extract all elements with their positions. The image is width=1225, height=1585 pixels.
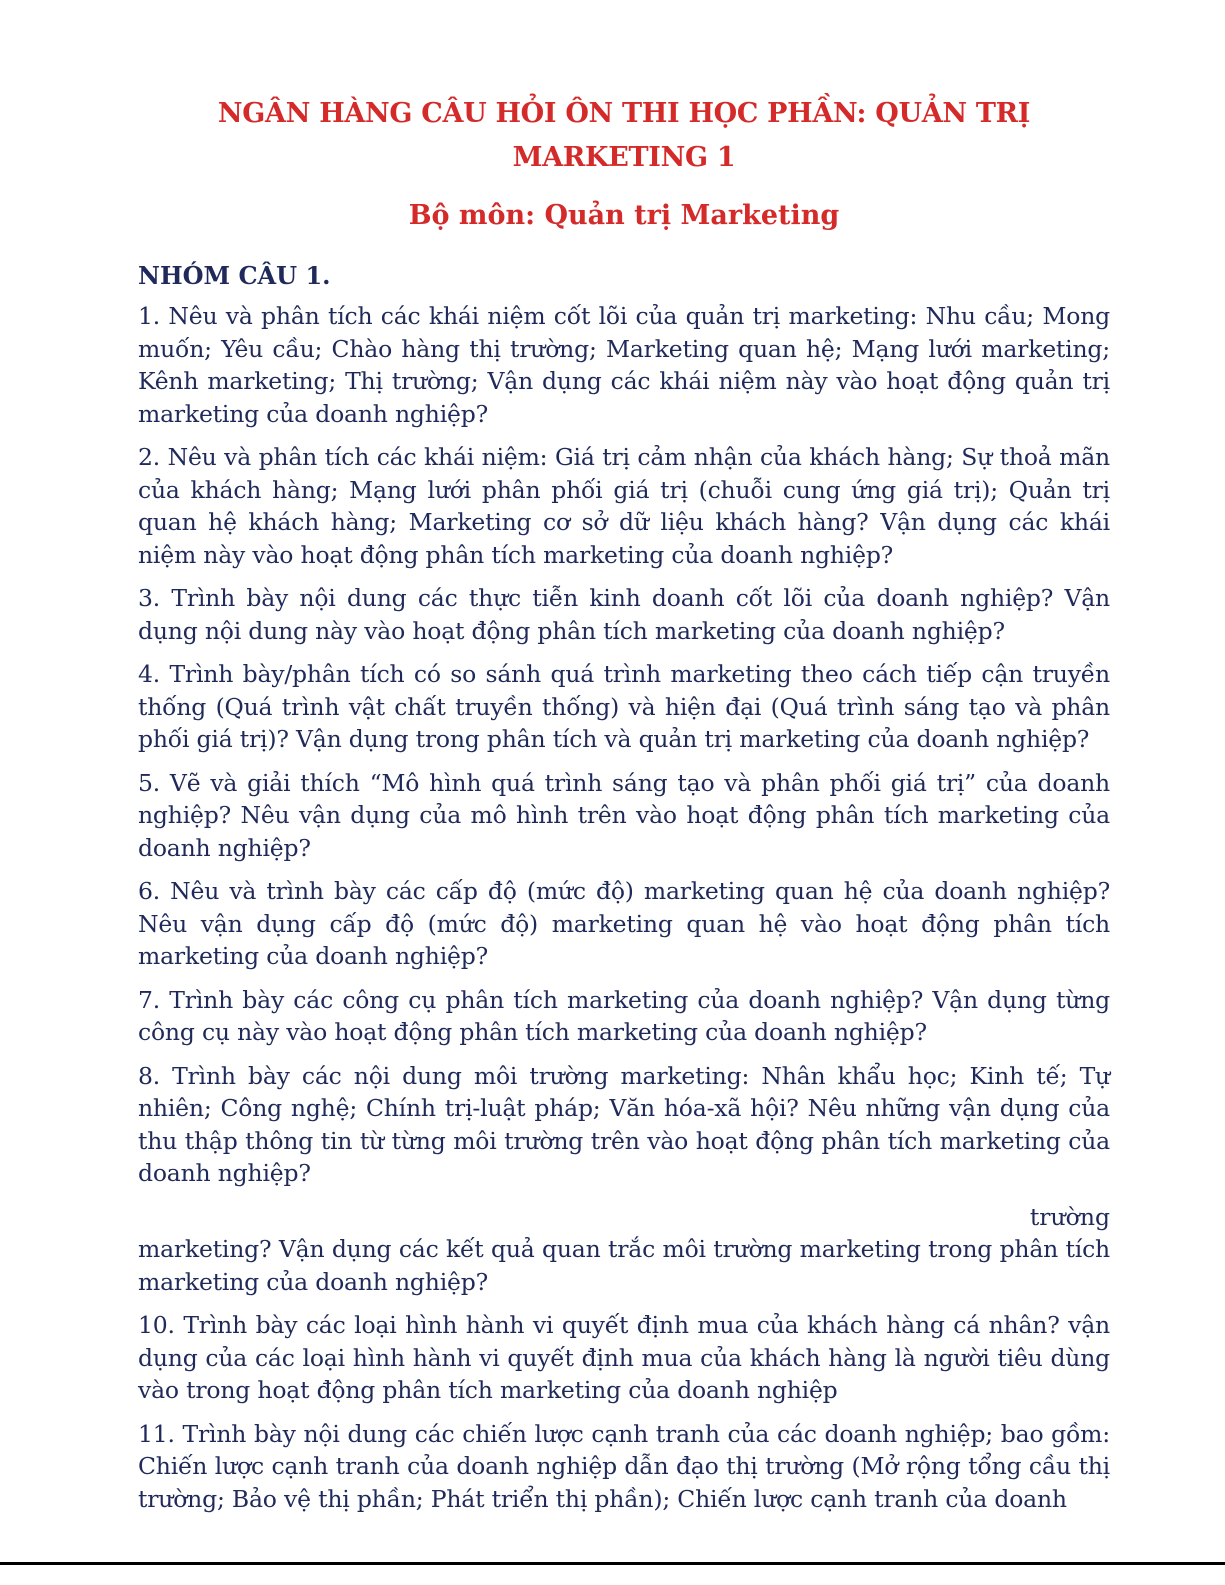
document-page	[138, 92, 1110, 1526]
document-subtitle: Bộ môn: Quản trị Marketing	[408, 200, 840, 231]
question-2: 2. Nêu và phân tích các khái niệm: Giá trị cảm nhận của khách hàng; Sự thoả mãn của khách hàng; Mạng lưới phân phối giá trị (chuỗi cung ứng giá trị); Quản trị quan hệ khách hàng; Marketing cơ sở dữ liệu khách hàng? Vận dụng các khái niệm này vào hoạt động phân tích marketing của doanh nghiệp?	[138, 443, 1110, 569]
question-10: 10. Trình bày các loại hình hành vi quyết định mua của khách hàng cá nhân? vận dụng của các loại hình hành vi quyết định mua của khách hàng là người tiêu dùng vào trong hoạt động phân tích marketing của doanh nghiệp	[138, 1311, 1110, 1404]
group-heading: NHÓM CÂU 1.	[138, 261, 331, 290]
question-5: 5. Vẽ và giải thích “Mô hình quá trình sáng tạo và phân phối giá trị” của doanh nghiệp? Nêu vận dụng của mô hình trên vào hoạt động phân tích marketing của doanh nghiệp?	[138, 768, 1110, 862]
question-6: 6. Nêu và trình bày các cấp độ (mức độ) marketing quan hệ của doanh nghiệp? Nêu vận dụng cấp độ (mức độ) marketing quan hệ vào hoạt động phân tích marketing của doanh nghiệp?	[138, 877, 1110, 970]
question-9-fragment-word: trường	[1029, 1202, 1110, 1231]
question-8: 8. Trình bày các nội dung môi trường marketing: Nhân khẩu học; Kinh tế; Tự nhiên; Công nghệ; Chính trị-luật pháp; Văn hóa-xã hội? Nêu những vận dụng của thu thập thông tin từ từng môi trường trên vào hoạt động phân tích marketing của doanh nghiệp?	[138, 1061, 1110, 1187]
question-4: 4. Trình bày/phân tích có so sánh quá trình marketing theo cách tiếp cận truyền thống (Quá trình vật chất truyền thống) và hiện đại (Quá trình sáng tạo và phân phối giá trị)? Vận dụng trong phân tích và quản trị marketing của doanh nghiệp?	[138, 660, 1110, 753]
question-1: 1. Nêu và phân tích các khái niệm cốt lõi của quản trị marketing: Nhu cầu; Mong muốn; Yêu cầu; Chào hàng thị trường; Marketing quan hệ; Mạng lưới marketing; Kênh marketing; Thị trường; Vận dụng các khái niệm này vào hoạt động quản trị marketing của doanh nghiệp?	[138, 302, 1110, 428]
question-9-continuation: marketing? Vận dụng các kết quả quan trắc môi trường marketing trong phân tích marketing của doanh nghiệp?	[138, 1235, 1110, 1296]
question-11: 11. Trình bày nội dung các chiến lược cạnh tranh của các doanh nghiệp; bao gồm: Chiến lược cạnh tranh của doanh nghiệp dẫn đạo thị trường (Mở rộng tổng cầu thị trường; Bảo vệ thị phần; Phát triển thị phần); Chiến lược cạnh tranh của doanh	[138, 1419, 1110, 1513]
question-7: 7. Trình bày các công cụ phân tích marketing của doanh nghiệp? Vận dụng từng công cụ này vào hoạt động phân tích marketing của doanh nghiệp?	[138, 985, 1110, 1046]
bottom-border	[0, 1562, 1225, 1565]
question-3: 3. Trình bày nội dung các thực tiễn kinh doanh cốt lõi của doanh nghiệp? Vận dụng nội dung này vào hoạt động phân tích marketing của doanh nghiệp?	[138, 584, 1110, 645]
document-title: NGÂN HÀNG CÂU HỎI ÔN THI HỌC PHẦN: QUẢN TRỊ MARKETING 1	[217, 98, 1031, 173]
